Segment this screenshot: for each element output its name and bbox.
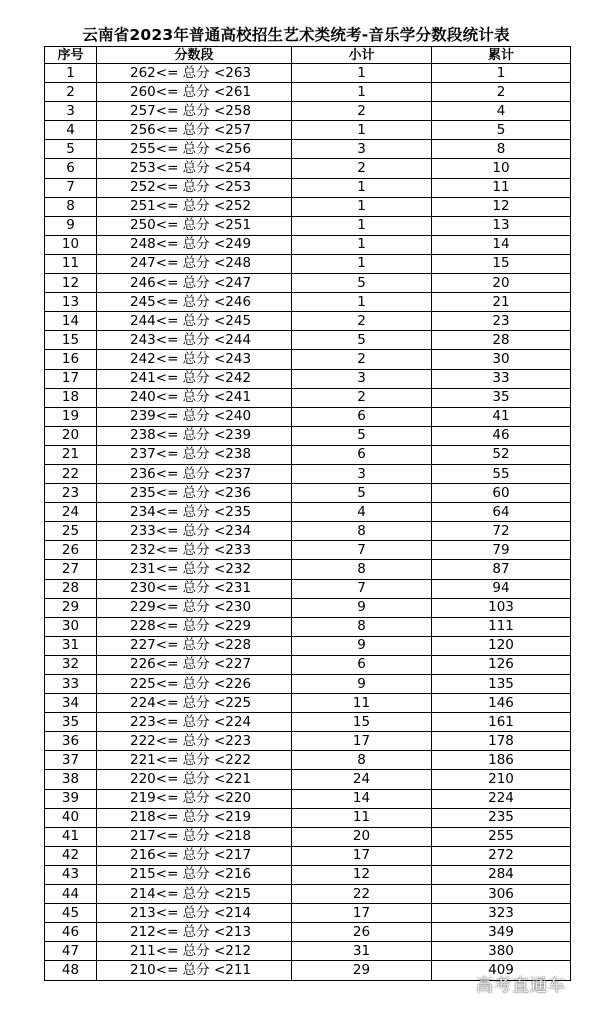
cell-score-range: 238<= 总分 <239 bbox=[97, 426, 292, 445]
cell-subtotal: 6 bbox=[292, 407, 432, 426]
cell-index: 13 bbox=[45, 293, 97, 312]
cell-cumulative: 2 bbox=[432, 83, 571, 102]
cell-index: 28 bbox=[45, 579, 97, 598]
table-row bbox=[45, 827, 571, 846]
cell-cumulative: 409 bbox=[432, 961, 571, 980]
cell-subtotal: 9 bbox=[292, 636, 432, 655]
cell-index: 3 bbox=[45, 102, 97, 121]
cell-subtotal: 5 bbox=[292, 426, 432, 445]
cell-subtotal: 3 bbox=[292, 369, 432, 388]
table-row bbox=[45, 522, 571, 541]
cell-index: 32 bbox=[45, 655, 97, 674]
cell-subtotal: 9 bbox=[292, 675, 432, 694]
cell-index: 19 bbox=[45, 407, 97, 426]
cell-cumulative: 161 bbox=[432, 713, 571, 732]
cell-subtotal: 15 bbox=[292, 713, 432, 732]
cell-score-range: 225<= 总分 <226 bbox=[97, 675, 292, 694]
cell-index: 40 bbox=[45, 808, 97, 827]
cell-cumulative: 126 bbox=[432, 655, 571, 674]
cell-index: 30 bbox=[45, 617, 97, 636]
cell-cumulative: 380 bbox=[432, 942, 571, 961]
cell-index: 1 bbox=[45, 64, 97, 83]
cell-index: 31 bbox=[45, 636, 97, 655]
cell-index: 43 bbox=[45, 865, 97, 884]
cell-cumulative: 41 bbox=[432, 407, 571, 426]
cell-cumulative: 323 bbox=[432, 904, 571, 923]
table-row bbox=[45, 216, 571, 235]
cell-score-range: 215<= 总分 <216 bbox=[97, 865, 292, 884]
cell-score-range: 260<= 总分 <261 bbox=[97, 83, 292, 102]
cell-cumulative: 11 bbox=[432, 178, 571, 197]
cell-score-range: 231<= 总分 <232 bbox=[97, 560, 292, 579]
table-header-row bbox=[45, 47, 571, 64]
table-row bbox=[45, 464, 571, 483]
cell-cumulative: 178 bbox=[432, 732, 571, 751]
cell-index: 4 bbox=[45, 121, 97, 140]
cell-score-range: 222<= 总分 <223 bbox=[97, 732, 292, 751]
cell-cumulative: 46 bbox=[432, 426, 571, 445]
cell-index: 15 bbox=[45, 331, 97, 350]
cell-score-range: 242<= 总分 <243 bbox=[97, 350, 292, 369]
table-row bbox=[45, 598, 571, 617]
table-row bbox=[45, 426, 571, 445]
cell-cumulative: 255 bbox=[432, 827, 571, 846]
cell-score-range: 228<= 总分 <229 bbox=[97, 617, 292, 636]
cell-index: 26 bbox=[45, 541, 97, 560]
table-row bbox=[45, 293, 571, 312]
watermark: 高考直通车 bbox=[476, 976, 566, 996]
cell-cumulative: 224 bbox=[432, 789, 571, 808]
table-row bbox=[45, 560, 571, 579]
cell-cumulative: 33 bbox=[432, 369, 571, 388]
cell-subtotal: 6 bbox=[292, 655, 432, 674]
cell-subtotal: 3 bbox=[292, 140, 432, 159]
cell-cumulative: 28 bbox=[432, 331, 571, 350]
table-row bbox=[45, 159, 571, 178]
cell-index: 8 bbox=[45, 197, 97, 216]
cell-score-range: 243<= 总分 <244 bbox=[97, 331, 292, 350]
table-row bbox=[45, 350, 571, 369]
cell-subtotal: 3 bbox=[292, 464, 432, 483]
table-row bbox=[45, 140, 571, 159]
cell-score-range: 214<= 总分 <215 bbox=[97, 885, 292, 904]
cell-subtotal: 5 bbox=[292, 274, 432, 293]
cell-cumulative: 21 bbox=[432, 293, 571, 312]
cell-subtotal: 1 bbox=[292, 216, 432, 235]
table-row bbox=[45, 541, 571, 560]
cell-cumulative: 14 bbox=[432, 235, 571, 254]
cell-subtotal: 11 bbox=[292, 694, 432, 713]
cell-score-range: 234<= 总分 <235 bbox=[97, 503, 292, 522]
table-row bbox=[45, 694, 571, 713]
cell-cumulative: 20 bbox=[432, 274, 571, 293]
cell-subtotal: 1 bbox=[292, 178, 432, 197]
score-distribution-table bbox=[44, 46, 571, 981]
cell-score-range: 239<= 总分 <240 bbox=[97, 407, 292, 426]
cell-index: 12 bbox=[45, 274, 97, 293]
cell-cumulative: 55 bbox=[432, 464, 571, 483]
cell-subtotal: 31 bbox=[292, 942, 432, 961]
cell-index: 14 bbox=[45, 312, 97, 331]
table-row bbox=[45, 388, 571, 407]
cell-score-range: 248<= 总分 <249 bbox=[97, 235, 292, 254]
cell-cumulative: 349 bbox=[432, 923, 571, 942]
cell-cumulative: 10 bbox=[432, 159, 571, 178]
table-row bbox=[45, 407, 571, 426]
cell-cumulative: 103 bbox=[432, 598, 571, 617]
cell-cumulative: 79 bbox=[432, 541, 571, 560]
cell-index: 41 bbox=[45, 827, 97, 846]
cell-index: 33 bbox=[45, 675, 97, 694]
cell-index: 5 bbox=[45, 140, 97, 159]
cell-index: 39 bbox=[45, 789, 97, 808]
cell-score-range: 217<= 总分 <218 bbox=[97, 827, 292, 846]
header-index: 序号 bbox=[45, 47, 97, 64]
cell-index: 22 bbox=[45, 464, 97, 483]
cell-index: 9 bbox=[45, 216, 97, 235]
cell-index: 23 bbox=[45, 484, 97, 503]
cell-index: 27 bbox=[45, 560, 97, 579]
cell-index: 34 bbox=[45, 694, 97, 713]
header-cumulative: 累计 bbox=[432, 47, 571, 64]
table-row bbox=[45, 732, 571, 751]
table-row bbox=[45, 789, 571, 808]
cell-score-range: 220<= 总分 <221 bbox=[97, 770, 292, 789]
cell-subtotal: 22 bbox=[292, 885, 432, 904]
cell-subtotal: 8 bbox=[292, 751, 432, 770]
table-row bbox=[45, 83, 571, 102]
cell-score-range: 252<= 总分 <253 bbox=[97, 178, 292, 197]
header-score-range: 分数段 bbox=[97, 47, 292, 64]
cell-index: 37 bbox=[45, 751, 97, 770]
cell-score-range: 255<= 总分 <256 bbox=[97, 140, 292, 159]
cell-score-range: 213<= 总分 <214 bbox=[97, 904, 292, 923]
table-row bbox=[45, 904, 571, 923]
cell-cumulative: 5 bbox=[432, 121, 571, 140]
cell-subtotal: 5 bbox=[292, 484, 432, 503]
table-row bbox=[45, 235, 571, 254]
table-row bbox=[45, 312, 571, 331]
cell-score-range: 241<= 总分 <242 bbox=[97, 369, 292, 388]
cell-score-range: 240<= 总分 <241 bbox=[97, 388, 292, 407]
cell-cumulative: 186 bbox=[432, 751, 571, 770]
cell-cumulative: 306 bbox=[432, 885, 571, 904]
table-row bbox=[45, 331, 571, 350]
cell-score-range: 237<= 总分 <238 bbox=[97, 445, 292, 464]
cell-subtotal: 1 bbox=[292, 254, 432, 273]
table-row bbox=[45, 121, 571, 140]
cell-score-range: 256<= 总分 <257 bbox=[97, 121, 292, 140]
cell-cumulative: 60 bbox=[432, 484, 571, 503]
table-body bbox=[45, 64, 571, 981]
cell-subtotal: 2 bbox=[292, 312, 432, 331]
cell-score-range: 262<= 总分 <263 bbox=[97, 64, 292, 83]
cell-cumulative: 52 bbox=[432, 445, 571, 464]
cell-subtotal: 29 bbox=[292, 961, 432, 980]
table-row bbox=[45, 636, 571, 655]
cell-subtotal: 11 bbox=[292, 808, 432, 827]
cell-subtotal: 1 bbox=[292, 235, 432, 254]
cell-score-range: 250<= 总分 <251 bbox=[97, 216, 292, 235]
cell-cumulative: 12 bbox=[432, 197, 571, 216]
cell-subtotal: 7 bbox=[292, 579, 432, 598]
cell-subtotal: 14 bbox=[292, 789, 432, 808]
cell-score-range: 251<= 总分 <252 bbox=[97, 197, 292, 216]
cell-subtotal: 1 bbox=[292, 121, 432, 140]
cell-cumulative: 35 bbox=[432, 388, 571, 407]
table-row bbox=[45, 770, 571, 789]
table-row bbox=[45, 942, 571, 961]
cell-subtotal: 20 bbox=[292, 827, 432, 846]
cell-subtotal: 17 bbox=[292, 732, 432, 751]
page-title: 云南省2023年普通高校招生艺术类统考-音乐学分数段统计表 bbox=[82, 26, 510, 44]
cell-index: 36 bbox=[45, 732, 97, 751]
cell-cumulative: 15 bbox=[432, 254, 571, 273]
cell-subtotal: 6 bbox=[292, 445, 432, 464]
cell-index: 18 bbox=[45, 388, 97, 407]
cell-score-range: 229<= 总分 <230 bbox=[97, 598, 292, 617]
cell-score-range: 247<= 总分 <248 bbox=[97, 254, 292, 273]
cell-index: 29 bbox=[45, 598, 97, 617]
cell-cumulative: 284 bbox=[432, 865, 571, 884]
cell-index: 16 bbox=[45, 350, 97, 369]
cell-cumulative: 72 bbox=[432, 522, 571, 541]
table-row bbox=[45, 846, 571, 865]
table-row bbox=[45, 197, 571, 216]
cell-score-range: 235<= 总分 <236 bbox=[97, 484, 292, 503]
cell-score-range: 219<= 总分 <220 bbox=[97, 789, 292, 808]
cell-subtotal: 1 bbox=[292, 83, 432, 102]
cell-index: 20 bbox=[45, 426, 97, 445]
table-row bbox=[45, 617, 571, 636]
cell-score-range: 210<= 总分 <211 bbox=[97, 961, 292, 980]
cell-cumulative: 210 bbox=[432, 770, 571, 789]
cell-score-range: 232<= 总分 <233 bbox=[97, 541, 292, 560]
cell-index: 10 bbox=[45, 235, 97, 254]
cell-score-range: 245<= 总分 <246 bbox=[97, 293, 292, 312]
table-row bbox=[45, 675, 571, 694]
table-row bbox=[45, 923, 571, 942]
cell-subtotal: 9 bbox=[292, 598, 432, 617]
table-row bbox=[45, 274, 571, 293]
cell-score-range: 244<= 总分 <245 bbox=[97, 312, 292, 331]
cell-subtotal: 8 bbox=[292, 560, 432, 579]
cell-cumulative: 235 bbox=[432, 808, 571, 827]
cell-index: 46 bbox=[45, 923, 97, 942]
cell-subtotal: 8 bbox=[292, 522, 432, 541]
cell-score-range: 253<= 总分 <254 bbox=[97, 159, 292, 178]
cell-index: 7 bbox=[45, 178, 97, 197]
cell-index: 21 bbox=[45, 445, 97, 464]
cell-score-range: 221<= 总分 <222 bbox=[97, 751, 292, 770]
cell-cumulative: 272 bbox=[432, 846, 571, 865]
cell-index: 47 bbox=[45, 942, 97, 961]
cell-index: 11 bbox=[45, 254, 97, 273]
cell-score-range: 226<= 总分 <227 bbox=[97, 655, 292, 674]
table-row bbox=[45, 445, 571, 464]
cell-subtotal: 17 bbox=[292, 904, 432, 923]
cell-subtotal: 24 bbox=[292, 770, 432, 789]
cell-index: 17 bbox=[45, 369, 97, 388]
cell-score-range: 216<= 总分 <217 bbox=[97, 846, 292, 865]
cell-index: 6 bbox=[45, 159, 97, 178]
cell-index: 24 bbox=[45, 503, 97, 522]
cell-score-range: 212<= 总分 <213 bbox=[97, 923, 292, 942]
cell-cumulative: 23 bbox=[432, 312, 571, 331]
cell-subtotal: 12 bbox=[292, 865, 432, 884]
table-row bbox=[45, 713, 571, 732]
table-row bbox=[45, 655, 571, 674]
cell-subtotal: 17 bbox=[292, 846, 432, 865]
cell-index: 35 bbox=[45, 713, 97, 732]
cell-score-range: 246<= 总分 <247 bbox=[97, 274, 292, 293]
cell-subtotal: 1 bbox=[292, 293, 432, 312]
table-row bbox=[45, 808, 571, 827]
cell-score-range: 236<= 总分 <237 bbox=[97, 464, 292, 483]
cell-cumulative: 111 bbox=[432, 617, 571, 636]
cell-index: 38 bbox=[45, 770, 97, 789]
cell-index: 2 bbox=[45, 83, 97, 102]
cell-cumulative: 135 bbox=[432, 675, 571, 694]
cell-subtotal: 1 bbox=[292, 64, 432, 83]
cell-index: 25 bbox=[45, 522, 97, 541]
cell-subtotal: 2 bbox=[292, 388, 432, 407]
cell-cumulative: 13 bbox=[432, 216, 571, 235]
cell-cumulative: 87 bbox=[432, 560, 571, 579]
cell-subtotal: 26 bbox=[292, 923, 432, 942]
cell-subtotal: 5 bbox=[292, 331, 432, 350]
cell-subtotal: 1 bbox=[292, 197, 432, 216]
table-row bbox=[45, 484, 571, 503]
cell-score-range: 211<= 总分 <212 bbox=[97, 942, 292, 961]
cell-subtotal: 2 bbox=[292, 350, 432, 369]
table-row bbox=[45, 503, 571, 522]
cell-score-range: 227<= 总分 <228 bbox=[97, 636, 292, 655]
cell-score-range: 230<= 总分 <231 bbox=[97, 579, 292, 598]
table-row bbox=[45, 178, 571, 197]
cell-cumulative: 146 bbox=[432, 694, 571, 713]
cell-cumulative: 4 bbox=[432, 102, 571, 121]
cell-cumulative: 64 bbox=[432, 503, 571, 522]
table-row bbox=[45, 254, 571, 273]
cell-cumulative: 30 bbox=[432, 350, 571, 369]
cell-score-range: 223<= 总分 <224 bbox=[97, 713, 292, 732]
cell-subtotal: 2 bbox=[292, 102, 432, 121]
cell-index: 48 bbox=[45, 961, 97, 980]
cell-index: 45 bbox=[45, 904, 97, 923]
table-row bbox=[45, 865, 571, 884]
cell-cumulative: 120 bbox=[432, 636, 571, 655]
cell-score-range: 257<= 总分 <258 bbox=[97, 102, 292, 121]
cell-subtotal: 8 bbox=[292, 617, 432, 636]
cell-subtotal: 7 bbox=[292, 541, 432, 560]
cell-subtotal: 4 bbox=[292, 503, 432, 522]
cell-score-range: 224<= 总分 <225 bbox=[97, 694, 292, 713]
cell-score-range: 218<= 总分 <219 bbox=[97, 808, 292, 827]
cell-cumulative: 94 bbox=[432, 579, 571, 598]
table-row bbox=[45, 579, 571, 598]
table-row bbox=[45, 751, 571, 770]
cell-cumulative: 1 bbox=[432, 64, 571, 83]
cell-index: 44 bbox=[45, 885, 97, 904]
header-subtotal: 小计 bbox=[292, 47, 432, 64]
cell-cumulative: 8 bbox=[432, 140, 571, 159]
cell-index: 42 bbox=[45, 846, 97, 865]
cell-subtotal: 2 bbox=[292, 159, 432, 178]
table-row bbox=[45, 885, 571, 904]
table-row bbox=[45, 102, 571, 121]
table-row bbox=[45, 64, 571, 83]
cell-score-range: 233<= 总分 <234 bbox=[97, 522, 292, 541]
table-row bbox=[45, 369, 571, 388]
